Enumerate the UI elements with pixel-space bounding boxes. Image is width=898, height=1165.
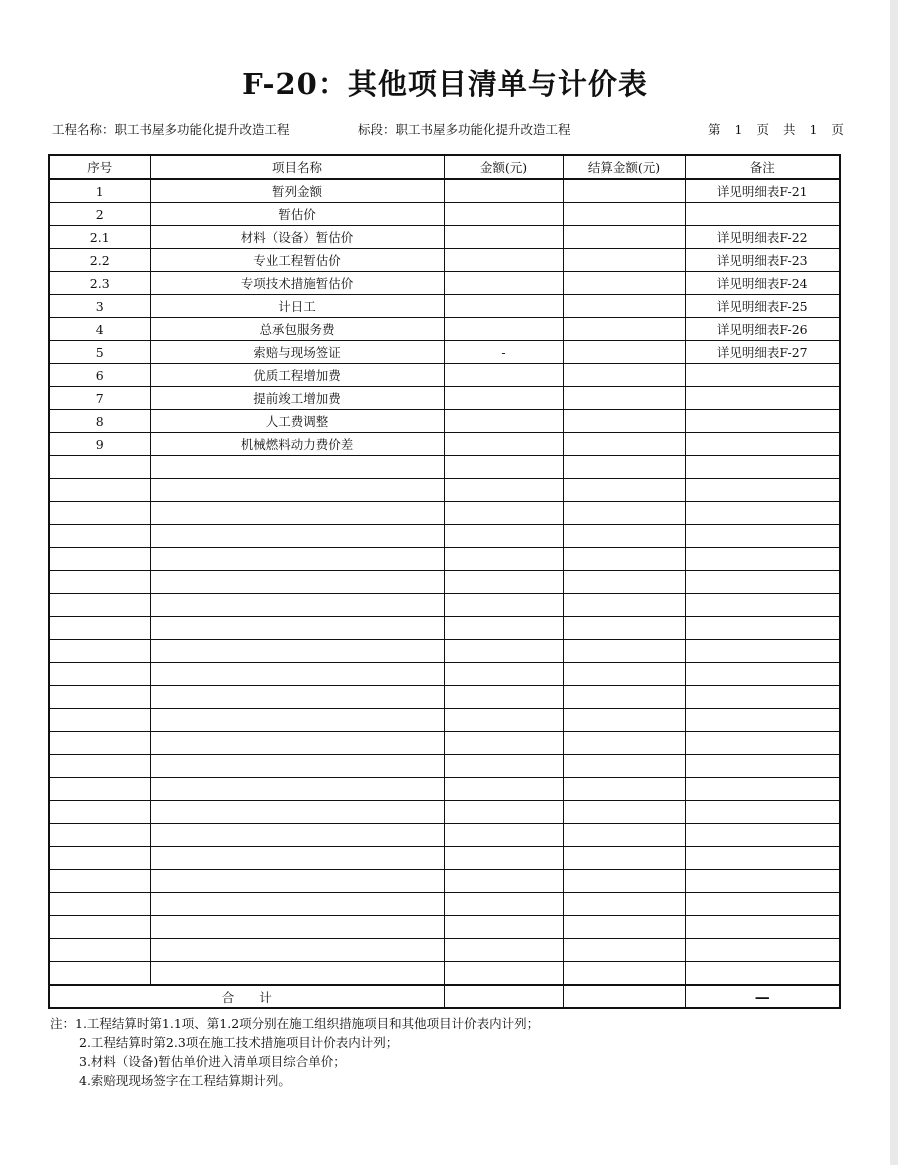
empty-cell — [444, 893, 563, 916]
row-name: 材料（设备）暂估价 — [150, 226, 444, 249]
footnote-1: 注：1.工程结算时第1.1项、第1.2项分别在施工组织措施项目和其他项目计价表内计列； — [50, 1016, 540, 1031]
empty-cell — [563, 663, 685, 686]
empty-cell — [685, 962, 840, 986]
empty-cell — [563, 939, 685, 962]
empty-cell — [444, 617, 563, 640]
row-settle — [563, 364, 685, 387]
empty-cell — [685, 663, 840, 686]
table-row — [49, 364, 840, 387]
empty-table-row — [49, 962, 840, 986]
row-no: 2 — [49, 203, 150, 226]
empty-cell — [150, 594, 444, 617]
empty-cell — [685, 525, 840, 548]
empty-cell — [150, 548, 444, 571]
empty-table-row — [49, 709, 840, 732]
empty-cell — [150, 640, 444, 663]
table-row — [49, 433, 840, 456]
empty-cell — [49, 939, 150, 962]
empty-cell — [685, 801, 840, 824]
empty-cell — [49, 916, 150, 939]
empty-cell — [150, 663, 444, 686]
empty-cell — [444, 548, 563, 571]
table-row — [49, 387, 840, 410]
empty-cell — [150, 479, 444, 502]
header-settle: 结算金额(元) — [563, 155, 685, 179]
empty-table-row — [49, 548, 840, 571]
empty-cell — [685, 548, 840, 571]
empty-cell — [444, 663, 563, 686]
row-settle — [563, 179, 685, 203]
empty-cell — [444, 778, 563, 801]
total-pages-unit: 页 — [831, 122, 844, 137]
empty-cell — [685, 824, 840, 847]
empty-cell — [563, 686, 685, 709]
empty-cell — [563, 502, 685, 525]
row-note: 详见明细表F-22 — [685, 226, 840, 249]
empty-cell — [49, 479, 150, 502]
table-row — [49, 179, 840, 203]
empty-cell — [49, 893, 150, 916]
empty-cell — [49, 755, 150, 778]
empty-cell — [49, 663, 150, 686]
empty-cell — [563, 640, 685, 663]
empty-cell — [150, 870, 444, 893]
row-note: 详见明细表F-24 — [685, 272, 840, 295]
empty-cell — [685, 847, 840, 870]
empty-cell — [150, 778, 444, 801]
header-note: 备注 — [685, 155, 840, 179]
row-amount — [444, 433, 563, 456]
empty-cell — [685, 456, 840, 479]
empty-cell — [444, 939, 563, 962]
empty-cell — [49, 525, 150, 548]
page-edge-strip — [890, 0, 898, 1165]
empty-cell — [444, 456, 563, 479]
row-name: 索赔与现场签证 — [150, 341, 444, 364]
empty-cell — [563, 617, 685, 640]
footnotes — [50, 1014, 539, 1090]
row-amount — [444, 249, 563, 272]
empty-cell — [49, 709, 150, 732]
empty-cell — [563, 594, 685, 617]
empty-cell — [563, 778, 685, 801]
project-name: 工程名称：职工书屋多功能化提升改造工程 — [52, 122, 290, 137]
empty-cell — [150, 456, 444, 479]
row-note: 详见明细表F-21 — [685, 179, 840, 203]
row-no: 2.3 — [49, 272, 150, 295]
empty-table-row — [49, 755, 840, 778]
document-title: F-20：其他项目清单与计价表 — [242, 67, 648, 101]
empty-cell — [563, 824, 685, 847]
empty-cell — [444, 640, 563, 663]
other-items-table — [48, 154, 841, 1009]
table-row — [49, 249, 840, 272]
empty-cell — [150, 847, 444, 870]
row-settle — [563, 226, 685, 249]
empty-cell — [685, 594, 840, 617]
empty-cell — [444, 870, 563, 893]
empty-table-row — [49, 617, 840, 640]
row-note — [685, 433, 840, 456]
total-pages-label: 共 — [782, 122, 796, 137]
empty-cell — [444, 847, 563, 870]
empty-cell — [685, 617, 840, 640]
empty-cell — [444, 502, 563, 525]
row-settle — [563, 433, 685, 456]
row-amount — [444, 226, 563, 249]
empty-cell — [49, 548, 150, 571]
empty-cell — [563, 847, 685, 870]
empty-cell — [150, 962, 444, 986]
empty-table-row — [49, 916, 840, 939]
empty-cell — [685, 916, 840, 939]
section-name: 标段：职工书屋多功能化提升改造工程 — [358, 122, 571, 137]
row-no: 6 — [49, 364, 150, 387]
empty-cell — [49, 686, 150, 709]
empty-cell — [444, 709, 563, 732]
row-name: 机械燃料动力费价差 — [150, 433, 444, 456]
empty-cell — [49, 594, 150, 617]
empty-cell — [563, 732, 685, 755]
empty-cell — [685, 778, 840, 801]
empty-cell — [563, 525, 685, 548]
row-amount: - — [444, 341, 563, 364]
empty-cell — [49, 732, 150, 755]
empty-cell — [150, 824, 444, 847]
empty-cell — [444, 686, 563, 709]
empty-cell — [49, 962, 150, 986]
page-label-first: 第 — [708, 122, 721, 137]
table-row — [49, 410, 840, 433]
row-no: 4 — [49, 318, 150, 341]
table-row — [49, 272, 840, 295]
header-amount: 金额(元) — [444, 155, 563, 179]
row-settle — [563, 203, 685, 226]
header-name: 项目名称 — [150, 155, 444, 179]
empty-table-row — [49, 778, 840, 801]
row-note — [685, 364, 840, 387]
empty-cell — [150, 525, 444, 548]
empty-cell — [563, 893, 685, 916]
table-row — [49, 341, 840, 364]
empty-table-row — [49, 571, 840, 594]
empty-cell — [49, 456, 150, 479]
row-settle — [563, 387, 685, 410]
row-no: 2.2 — [49, 249, 150, 272]
empty-cell — [685, 939, 840, 962]
empty-cell — [685, 479, 840, 502]
empty-cell — [49, 847, 150, 870]
row-settle — [563, 295, 685, 318]
row-note — [685, 203, 840, 226]
empty-cell — [563, 916, 685, 939]
row-no: 1 — [49, 179, 150, 203]
row-no: 8 — [49, 410, 150, 433]
empty-cell — [49, 617, 150, 640]
table-row — [49, 226, 840, 249]
empty-cell — [150, 686, 444, 709]
total-label: 合 计 — [49, 985, 444, 1008]
empty-cell — [563, 479, 685, 502]
empty-table-row — [49, 801, 840, 824]
empty-cell — [685, 893, 840, 916]
row-no: 2.1 — [49, 226, 150, 249]
row-settle — [563, 249, 685, 272]
empty-cell — [49, 640, 150, 663]
row-no: 9 — [49, 433, 150, 456]
empty-table-row — [49, 732, 840, 755]
row-amount — [444, 179, 563, 203]
empty-cell — [563, 548, 685, 571]
table-header-row — [49, 155, 840, 179]
row-name: 优质工程增加费 — [150, 364, 444, 387]
row-name: 计日工 — [150, 295, 444, 318]
empty-cell — [150, 801, 444, 824]
empty-table-row — [49, 479, 840, 502]
row-settle — [563, 341, 685, 364]
empty-cell — [563, 709, 685, 732]
row-note: 详见明细表F-23 — [685, 249, 840, 272]
empty-cell — [444, 916, 563, 939]
empty-cell — [150, 617, 444, 640]
empty-cell — [685, 640, 840, 663]
total-row — [49, 985, 840, 1008]
total-note: — — [685, 985, 840, 1008]
row-note: 详见明细表F-27 — [685, 341, 840, 364]
footnote-4: 4.索赔现现场签字在工程结算期计列。 — [79, 1073, 291, 1088]
row-name: 提前竣工增加费 — [150, 387, 444, 410]
empty-table-row — [49, 502, 840, 525]
empty-cell — [444, 525, 563, 548]
row-amount — [444, 295, 563, 318]
empty-table-row — [49, 640, 840, 663]
empty-cell — [150, 709, 444, 732]
row-name: 专业工程暂估价 — [150, 249, 444, 272]
footnote-3: 3.材料（设备)暂估单价进入清单项目综合单价； — [79, 1054, 346, 1069]
row-note — [685, 387, 840, 410]
row-amount — [444, 410, 563, 433]
page-label-unit: 页 — [756, 122, 769, 137]
footnote-2: 2.工程结算时第2.3项在施工技术措施项目计价表内计列； — [79, 1035, 399, 1050]
empty-table-row — [49, 686, 840, 709]
empty-table-row — [49, 847, 840, 870]
row-settle — [563, 272, 685, 295]
table-row — [49, 295, 840, 318]
row-no: 5 — [49, 341, 150, 364]
row-amount — [444, 318, 563, 341]
empty-table-row — [49, 824, 840, 847]
empty-cell — [685, 732, 840, 755]
empty-cell — [150, 502, 444, 525]
row-name: 暂估价 — [150, 203, 444, 226]
empty-table-row — [49, 870, 840, 893]
empty-cell — [150, 916, 444, 939]
row-no: 3 — [49, 295, 150, 318]
page-indicator — [703, 120, 849, 138]
empty-cell — [49, 801, 150, 824]
empty-cell — [444, 962, 563, 986]
row-note: 详见明细表F-25 — [685, 295, 840, 318]
empty-cell — [563, 870, 685, 893]
empty-cell — [150, 755, 444, 778]
row-name: 总承包服务费 — [150, 318, 444, 341]
row-amount — [444, 387, 563, 410]
total-pages-number: 1 — [809, 122, 818, 137]
empty-cell — [49, 870, 150, 893]
empty-cell — [150, 893, 444, 916]
empty-cell — [150, 732, 444, 755]
empty-cell — [49, 778, 150, 801]
header-no: 序号 — [49, 155, 150, 179]
empty-table-row — [49, 663, 840, 686]
empty-cell — [150, 571, 444, 594]
empty-cell — [685, 502, 840, 525]
empty-cell — [685, 870, 840, 893]
table-row — [49, 203, 840, 226]
empty-cell — [563, 755, 685, 778]
empty-cell — [563, 571, 685, 594]
row-no: 7 — [49, 387, 150, 410]
empty-table-row — [49, 456, 840, 479]
empty-cell — [685, 571, 840, 594]
empty-cell — [444, 571, 563, 594]
empty-table-row — [49, 525, 840, 548]
row-note: 详见明细表F-26 — [685, 318, 840, 341]
empty-cell — [49, 571, 150, 594]
empty-cell — [444, 824, 563, 847]
row-amount — [444, 203, 563, 226]
empty-cell — [150, 939, 444, 962]
empty-cell — [444, 755, 563, 778]
row-settle — [563, 318, 685, 341]
empty-cell — [685, 755, 840, 778]
row-amount — [444, 364, 563, 387]
empty-cell — [685, 686, 840, 709]
table-row — [49, 318, 840, 341]
row-name: 专项技术措施暂估价 — [150, 272, 444, 295]
row-amount — [444, 272, 563, 295]
empty-cell — [563, 962, 685, 986]
empty-table-row — [49, 893, 840, 916]
row-settle — [563, 410, 685, 433]
empty-cell — [444, 732, 563, 755]
empty-table-row — [49, 939, 840, 962]
total-amount — [444, 985, 563, 1008]
empty-cell — [444, 594, 563, 617]
empty-cell — [563, 801, 685, 824]
page-number: 1 — [734, 122, 743, 137]
empty-cell — [563, 456, 685, 479]
empty-cell — [444, 479, 563, 502]
empty-cell — [444, 801, 563, 824]
row-name: 暂列金额 — [150, 179, 444, 203]
total-settle — [563, 985, 685, 1008]
empty-table-row — [49, 594, 840, 617]
row-note — [685, 410, 840, 433]
empty-cell — [49, 502, 150, 525]
row-name: 人工费调整 — [150, 410, 444, 433]
empty-cell — [685, 709, 840, 732]
empty-cell — [49, 824, 150, 847]
